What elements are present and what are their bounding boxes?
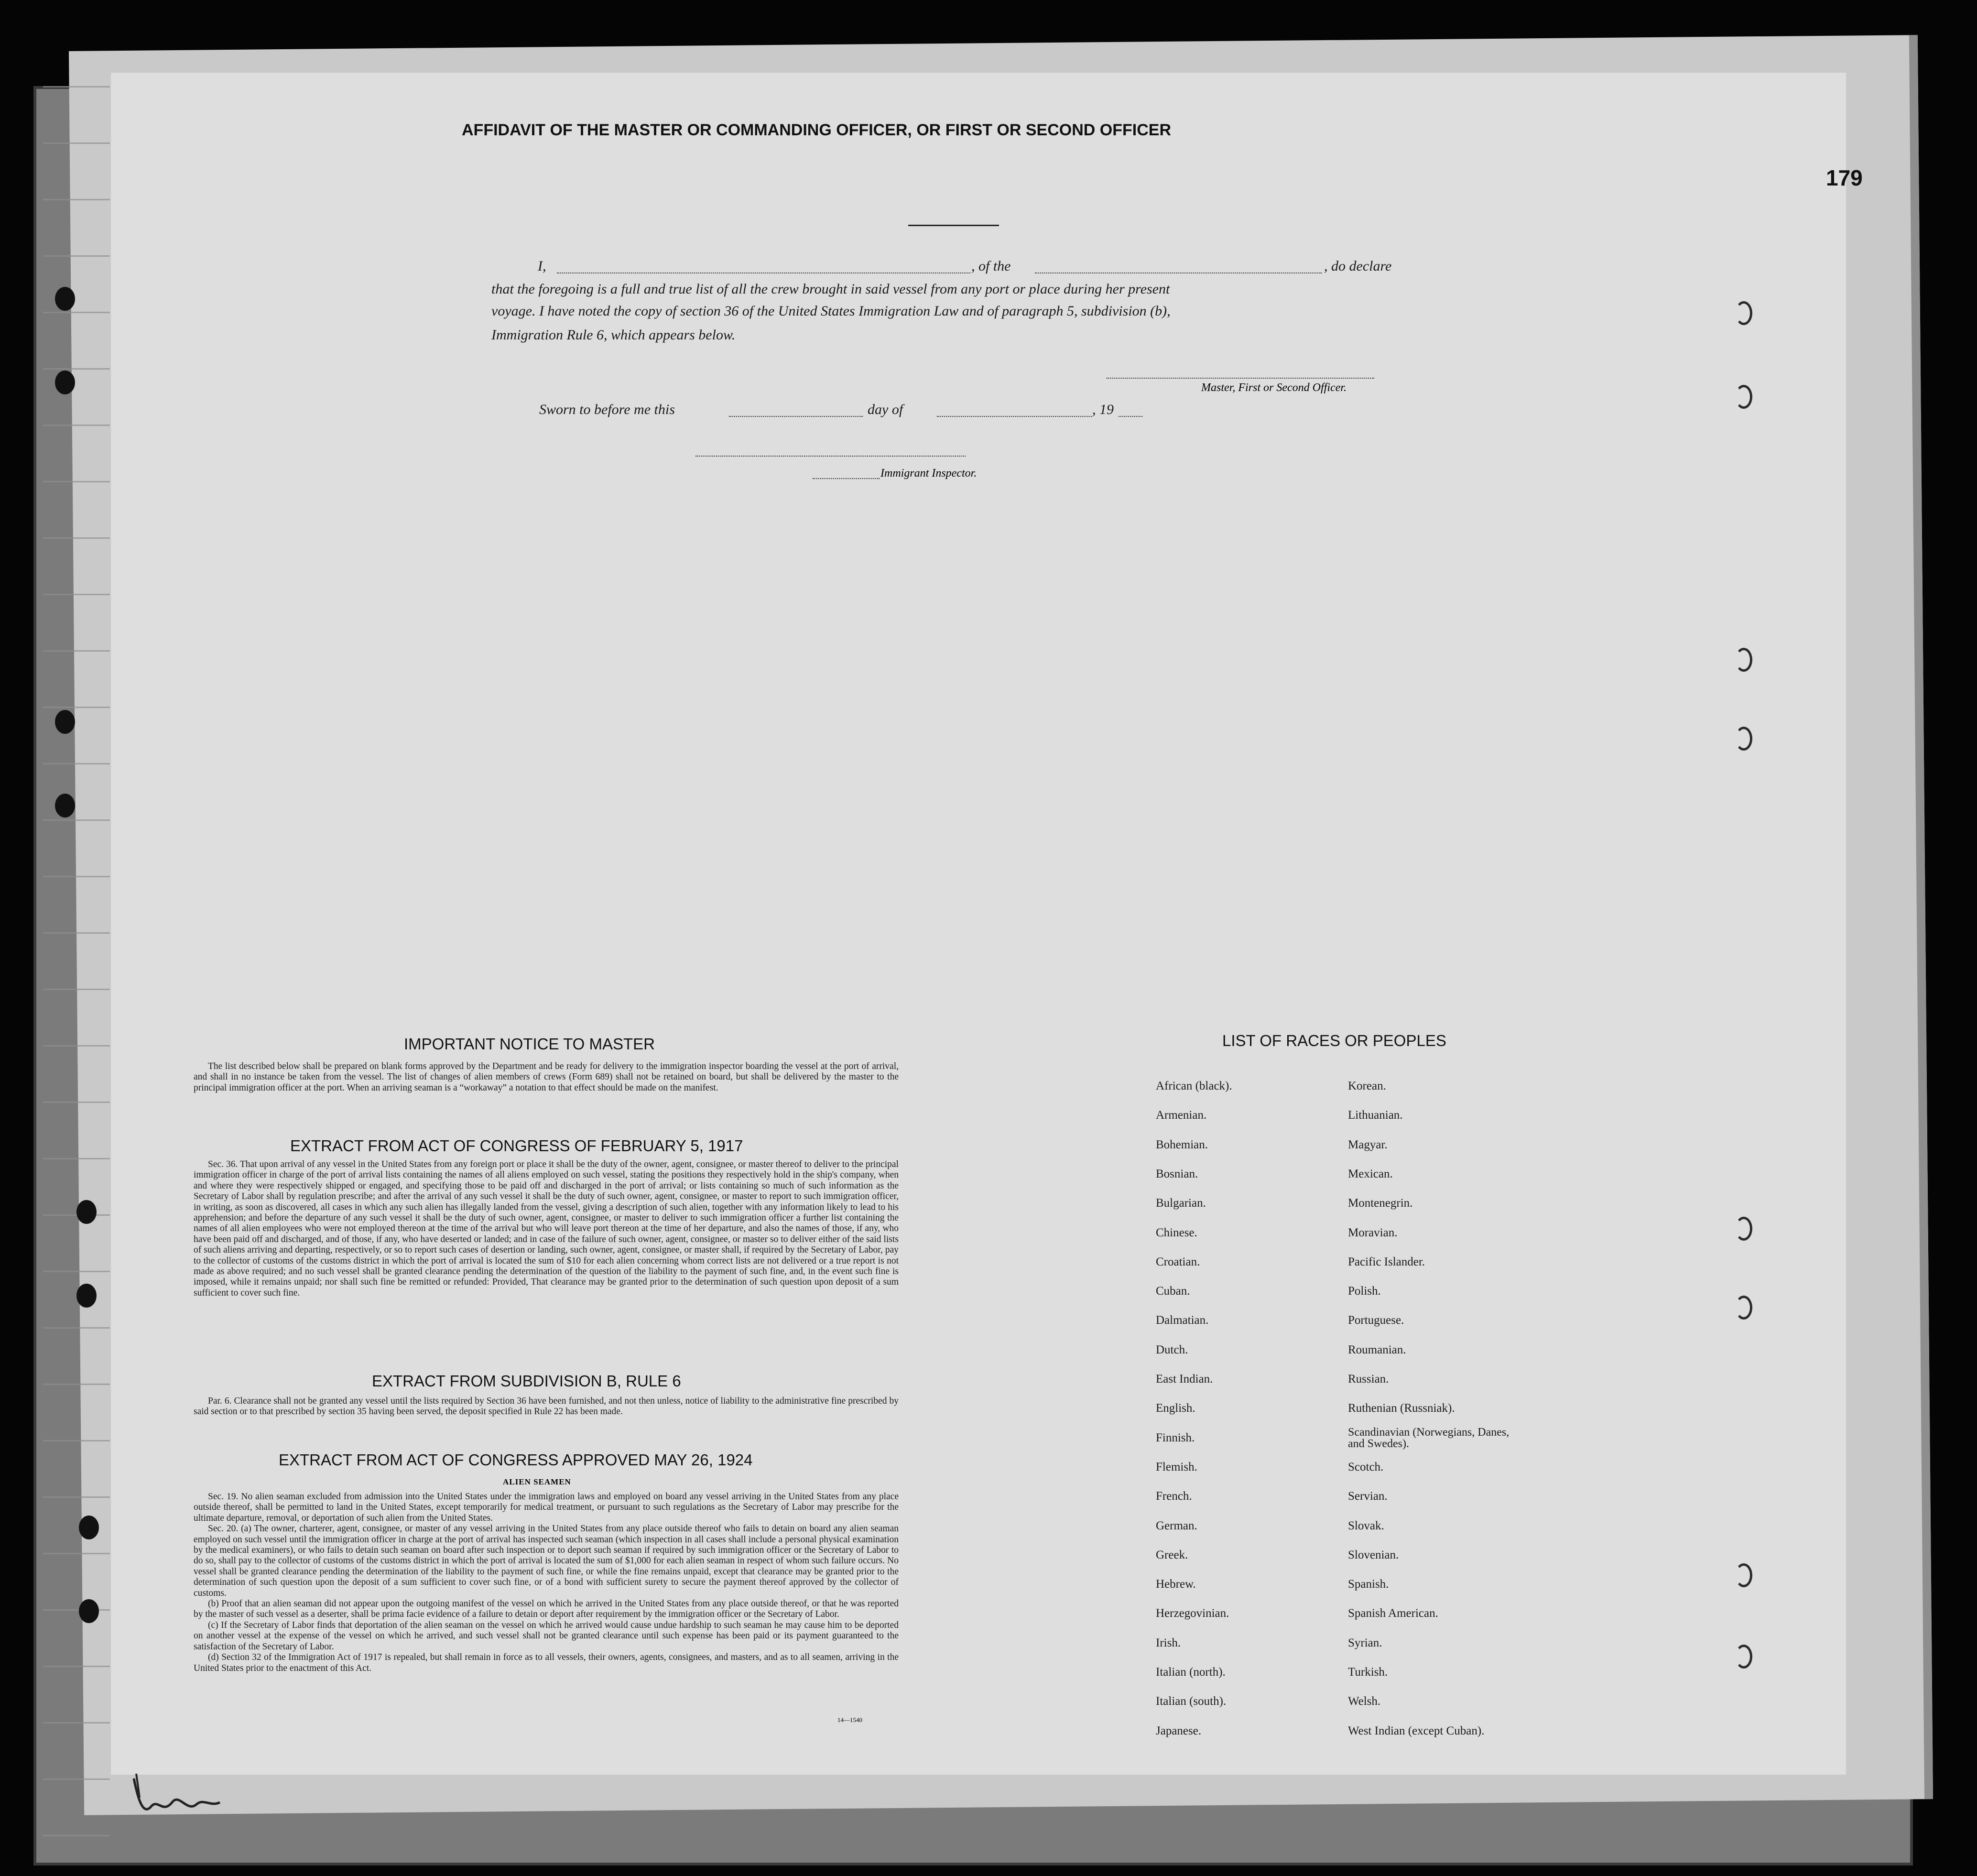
sec-36-paragraph: Sec. 36. That upon arrival of any vessel in the United States from any foreign port or place it shall be the duty of the owner, agent, consignee, or master thereof to deliver to the principal immigration officer in charge of the port of arrival lists containing the names of all aliens employed on such vessel, stating the positions they respectively hold in the ship's company, when and where they were respectively shipped or engaged, and specifying those to be paid off and discharged in the port of arrival; or lists containing so much of such information as the Secretary of Labor shall by regulation prescribe; and after the arrival of any such vessel it shall be the duty of such owner, agent, consignee, or master to report to such immigration officer, in writing, as soon as discovered, all cases in which any such alien has illegally landed from the vessel, giving a description of such alien, together with any information likely to lead to his apprehension; and before the departure of any such vessel it shall be the duty of such owner, agent, consignee, or master to deliver to such immigration officer a further list containing the names of all alien employees who were not employed thereon at the time of the arrival but who will leave port thereon at the time of her departure, and also the names of those, if any, who have been paid off and discharged, and of those, if any, who have deserted or landed; and in case of the failure of such owner, agent, consignee, or master so to deliver either of the said lists of such aliens arriving and departing, respectively, or so to report such cases of desertion or landing, such owner, agent, consignee, or master shall, if required by the Secretary of Labor, pay to the collector of customs of the customs district in which the port of arrival is located the sum of $10 for each alien concerning whom correct lists are not delivered or a true report is not made as above required; and no such vessel shall be granted clearance pending the determination of the question of the liability to the payment of such fine, and, in the event such fine is imposed, while it remains unpaid; nor shall such fine be remitted or refunded: Provided, That clearance may be granted prior to the determination of such question upon deposit of a sum sufficient to cover such fine. <box>194 1159 899 1298</box>
race-item: Cuban. <box>1156 1285 1190 1298</box>
race-item: Italian (south). <box>1156 1695 1227 1708</box>
binder-hole <box>55 710 75 734</box>
binder-hole <box>55 371 75 394</box>
extract-1917-text <box>194 1159 899 1298</box>
race-item: Italian (north). <box>1156 1666 1226 1679</box>
punch-ring <box>1735 385 1752 409</box>
race-item: Greek. <box>1156 1548 1188 1561</box>
race-item: Finnish. <box>1156 1431 1195 1444</box>
race-item: French. <box>1156 1490 1192 1503</box>
punch-ring <box>1735 648 1752 672</box>
race-item: Herzegovinian. <box>1156 1607 1229 1620</box>
race-item: Polish. <box>1348 1285 1381 1298</box>
inspector-lead-dots <box>813 478 880 479</box>
punch-ring <box>1735 1563 1752 1587</box>
binder-hole <box>55 287 75 311</box>
race-item: Chinese. <box>1156 1226 1197 1239</box>
affidavit-line-4: Immigration Rule 6, which appears below. <box>491 327 736 343</box>
race-item: German. <box>1156 1519 1197 1532</box>
race-item: Irish. <box>1156 1636 1181 1649</box>
inspector-label: Immigrant Inspector. <box>880 467 977 480</box>
race-item: Russian. <box>1348 1373 1389 1385</box>
extract-1924-heading: EXTRACT FROM ACT OF CONGRESS APPROVED MAY 26, 1924 <box>279 1451 753 1469</box>
race-item: Lithuanian. <box>1348 1109 1403 1122</box>
race-item: Portuguese. <box>1348 1314 1404 1327</box>
race-item: Magyar. <box>1348 1138 1388 1151</box>
handwritten-mark <box>129 1769 225 1821</box>
race-item: Armenian. <box>1156 1109 1207 1122</box>
race-item: Servian. <box>1348 1490 1388 1503</box>
punch-ring <box>1735 1296 1752 1320</box>
binder-hole <box>55 794 75 818</box>
sworn-year-blank[interactable] <box>1119 416 1142 417</box>
race-item: Korean. <box>1348 1080 1386 1092</box>
race-item: Japanese. <box>1156 1724 1202 1737</box>
par-6-paragraph: Par. 6. Clearance shall not be granted any vessel until the lists required by Section 36 have been furnished, and not then unless, notice of liability to the administrative fine prescribed by said section or to that prescribed by section 35 having been served, the deposit specified in Rule 22 has been made. <box>194 1396 899 1417</box>
extract-1917-heading: EXTRACT FROM ACT OF CONGRESS OF FEBRUARY 5, 1917 <box>290 1137 743 1155</box>
alien-seamen-subheading: ALIEN SEAMEN <box>503 1477 571 1486</box>
race-item: Bulgarian. <box>1156 1197 1206 1210</box>
page-number: 179 <box>1826 165 1863 190</box>
race-item: Roumanian. <box>1348 1343 1406 1356</box>
race-item: West Indian (except Cuban). <box>1348 1724 1485 1737</box>
rule-6-heading: EXTRACT FROM SUBDIVISION B, RULE 6 <box>372 1372 681 1390</box>
race-item: Hebrew. <box>1156 1578 1196 1591</box>
race-item: East Indian. <box>1156 1373 1213 1385</box>
race-item: Spanish American. <box>1348 1607 1438 1620</box>
sec-20c-paragraph: (c) If the Secretary of Labor finds that deportation of the alien seaman on the vessel on which he arrived would cause undue hardship to such seaman he may cause him to be deported on another vessel at the expense of the vessel on which he arrived, and such vessel shall not be granted clearance until such expense has been paid or its payment guaranteed to the satisfaction of the Secretary of Labor. <box>194 1620 899 1652</box>
affidavit-line-3: voyage. I have noted the copy of section 36 of the United States Immigration Law and of paragraph 5, subdivision (b), <box>491 303 1171 319</box>
master-label: Master, First or Second Officer. <box>1201 382 1347 394</box>
race-item: Croatian. <box>1156 1255 1200 1268</box>
race-item: Mexican. <box>1348 1167 1393 1180</box>
race-item: Syrian. <box>1348 1636 1382 1649</box>
affidavit-i: I, <box>538 258 546 274</box>
race-item: African (black). <box>1156 1080 1232 1092</box>
affidavit-of-the: , of the <box>971 258 1011 274</box>
extract-1924-text <box>194 1492 899 1674</box>
notice-heading: IMPORTANT NOTICE TO MASTER <box>404 1035 655 1053</box>
race-item: Slovenian. <box>1348 1548 1399 1561</box>
affidavit-line-2: that the foregoing is a full and true list of all the crew brought in said vessel from any port or place during her present <box>491 281 1170 297</box>
affidavit-declare: , do declare <box>1324 258 1392 274</box>
race-item: Flemish. <box>1156 1460 1197 1473</box>
race-item: Slovak. <box>1348 1519 1384 1532</box>
race-item: Dalmatian. <box>1156 1314 1209 1327</box>
sec-20d-paragraph: (d) Section 32 of the Immigration Act of 1917 is repealed, but shall remain in force as to all vessels, their owners, agents, consignees, and masters, and as to all seamen, arriving in the United States prior to the enactment of this Act. <box>194 1652 899 1673</box>
notice-text <box>194 1061 899 1093</box>
punch-ring <box>1735 301 1752 325</box>
form-code: 14—1540 <box>837 1716 862 1723</box>
sworn-month-blank[interactable] <box>937 416 1092 417</box>
sworn-prefix: Sworn to before me this <box>539 402 675 417</box>
race-item: Pacific Islander. <box>1348 1255 1425 1268</box>
sworn-day-blank[interactable] <box>729 416 863 417</box>
ledger-gridlines <box>43 86 110 1845</box>
binder-hole <box>79 1516 99 1539</box>
race-item: Turkish. <box>1348 1666 1388 1679</box>
binder-hole <box>79 1599 99 1623</box>
sec-20b-paragraph: (b) Proof that an alien seaman did not appear upon the outgoing manifest of the vessel on which he arrived in the United States from any place outside thereof, or that he was reported by the master of such vessel as a deserter, shall be prima facie evidence of a failure to detain or deport after requirement by the immigration officer or the Secretary of Labor. <box>194 1599 899 1620</box>
races-heading: LIST OF RACES OR PEOPLES <box>1222 1032 1446 1049</box>
punch-ring <box>1735 727 1752 751</box>
punch-ring <box>1735 1217 1752 1241</box>
affidavit-title: AFFIDAVIT OF THE MASTER OR COMMANDING OFFICER, OR FIRST OR SECOND OFFICER <box>462 121 1171 139</box>
title-rule <box>908 225 999 226</box>
race-item: Moravian. <box>1348 1226 1398 1239</box>
sec-20a-paragraph: Sec. 20. (a) The owner, charterer, agent, consignee, or master of any vessel arriving in the United States from any place outside thereof who fails to detain on board any alien seaman employed on such vessel until the immigration officer in charge at the port of arrival has inspected such seaman (which inspection in all cases shall include a personal physical examination by the medical examiners), or who fails to detain such seaman on board after such inspection or to deport such seaman if required by such immigration officer or the Secretary of Labor to do so, shall pay to the collector of customs of the customs district in which the port of arrival is located the sum of $1,000 for each alien seaman in respect of whom such failure occurs. No vessel shall be granted clearance pending the determination of the liability to the payment of such fine, or while the fine remains unpaid, except that clearance may be granted prior to the determination of such question upon the deposit of a sum sufficient to cover such fine, or of a bond with sufficient surety to secure the payment thereof approved by the collector of customs. <box>194 1524 899 1598</box>
year-prefix: , 19 <box>1092 402 1114 417</box>
race-item: Ruthenian (Russniak). <box>1348 1402 1455 1415</box>
race-item: Bohemian. <box>1156 1138 1208 1151</box>
sec-19-paragraph: Sec. 19. No alien seaman excluded from admission into the United States under the immigration laws and employed on board any vessel arriving in the United States from any place outside thereof, shall be permitted to land in the United States, except temporarily for medical treatment, or pursuant to such regulations as the Secretary of Labor may prescribe for the ultimate departure, removal, or deportation of such alien from the United States. <box>194 1492 899 1523</box>
race-item: Spanish. <box>1348 1578 1389 1591</box>
master-signature-blank[interactable] <box>1107 378 1374 379</box>
race-item: Scotch. <box>1348 1460 1384 1473</box>
race-item: Scandinavian (Norwegians, Danes, and Swedes). <box>1348 1426 1510 1450</box>
binder-hole <box>76 1284 97 1308</box>
binder-hole <box>76 1200 97 1224</box>
notice-paragraph: The list described below shall be prepared on blank forms approved by the Department and be ready for delivery to the immigration inspector boarding the vessel at the port of arrival, and shall in no instance be taken from the vessel. The list of changes of alien members of crews (Form 689) shall not be retained on board, but shall be delivered by the master to the principal immigration officer at the port. When an arriving seaman is a “workaway” a notation to that effect should be made on the manifest. <box>194 1061 899 1093</box>
punch-ring <box>1735 1645 1752 1669</box>
race-item: Montenegrin. <box>1348 1197 1413 1210</box>
race-item: Dutch. <box>1156 1343 1188 1356</box>
day-of-label: day of <box>868 402 903 417</box>
race-item: English. <box>1156 1402 1195 1415</box>
race-item: Welsh. <box>1348 1695 1381 1708</box>
inspector-signature-blank[interactable] <box>695 456 966 457</box>
rule-6-text <box>194 1396 899 1418</box>
race-item: Bosnian. <box>1156 1167 1198 1180</box>
